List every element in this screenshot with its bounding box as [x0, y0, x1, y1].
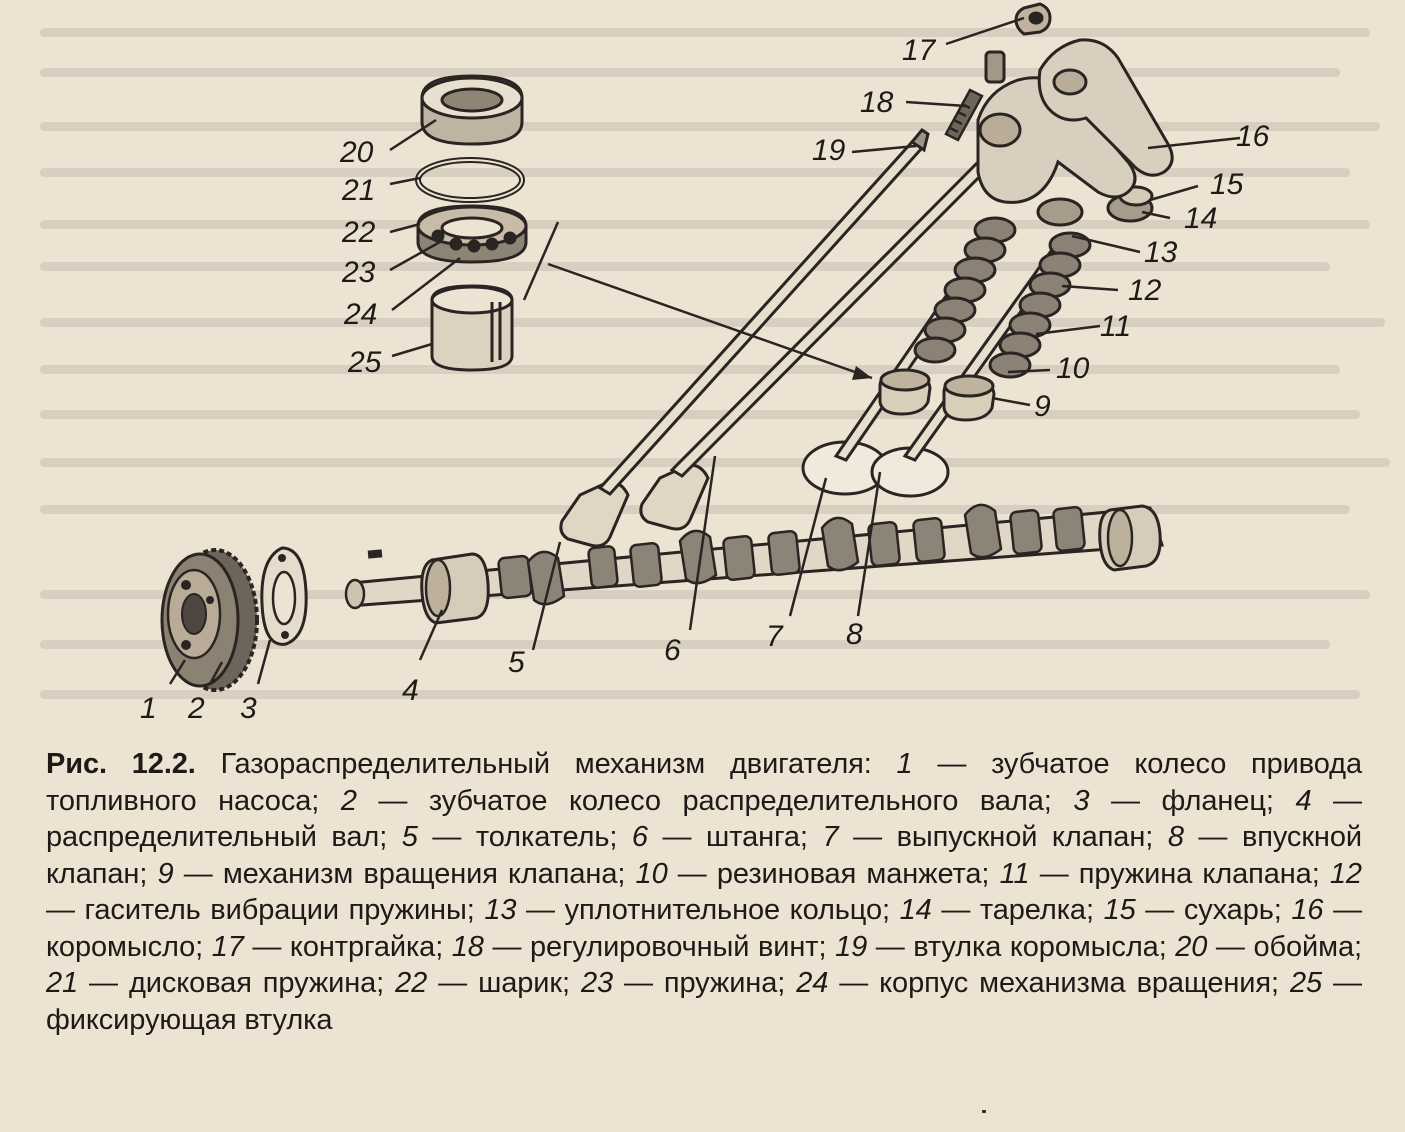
caption-entry-number: 7: [822, 821, 839, 853]
caption-entry-text: втулка коромысла: [913, 930, 1159, 963]
callout-4: 4: [402, 674, 419, 707]
caption-label: Рис. 12.2.: [46, 748, 196, 780]
caption-entry-text: дисковая пружина: [128, 967, 377, 999]
caption-entry-number: 5: [401, 821, 418, 853]
callout-3: 3: [240, 692, 257, 720]
caption-entry: 11 — пружина клапана;: [999, 857, 1320, 890]
caption-entry-text: толкатель: [475, 821, 610, 853]
caption-entry-number: 21: [46, 967, 79, 999]
caption-entry: 4 — распределительный вал;: [46, 784, 1362, 853]
callout-18: 18: [860, 86, 894, 119]
caption-entry-number: 12: [1329, 857, 1362, 890]
caption-entry: 15 — сухарь;: [1103, 894, 1282, 926]
caption-entry: 19 — втулка коромысла;: [835, 930, 1167, 963]
caption-entry-text: пружина: [663, 967, 778, 999]
caption-entry-number: 13: [484, 894, 517, 926]
callout-19: 19: [812, 134, 846, 167]
caption-title: Газораспределительный механизм двигателя:: [220, 748, 872, 780]
caption-entry: 23 — пружина;: [580, 967, 786, 999]
print-speck: [982, 1110, 986, 1113]
caption-entry-number: 1: [896, 748, 913, 780]
caption-entry-number: 11: [999, 857, 1030, 890]
caption-entry-text: выпускной клапан: [896, 821, 1146, 853]
caption-entry-text: уплотнительное кольцо: [564, 894, 883, 926]
spring-caps: [1038, 187, 1152, 225]
caption-entry: 22 — шарик;: [395, 967, 570, 999]
caption-entry-number: 16: [1291, 894, 1324, 926]
caption-entry-text: распределительный вал: [46, 821, 380, 853]
callout-11: 11: [1100, 310, 1132, 343]
caption-entry: 7 — выпускной клапан;: [822, 821, 1154, 853]
caption-entry: 5 — толкатель;: [401, 821, 618, 853]
caption-entry-text: коромысло: [46, 930, 196, 963]
caption-entry: 25 — фиксирующая втулка: [46, 967, 1362, 1036]
caption-entry: 2 — зубчатое колесо распределительного вала;: [340, 784, 1052, 817]
caption-entry-number: 15: [1103, 894, 1136, 926]
caption-entry: 18 — регулировочный винт;: [451, 930, 827, 963]
callout-13: 13: [1144, 236, 1178, 269]
caption-entry-text: штанга: [706, 821, 800, 853]
caption-entry-number: 24: [796, 967, 829, 999]
caption-entry-number: 17: [211, 930, 244, 963]
caption-entry-text: сухарь: [1183, 894, 1274, 926]
callout-8: 8: [846, 618, 863, 651]
callout-17: 17: [902, 34, 936, 67]
caption-entry: 16 — коромысло;: [46, 894, 1362, 963]
callout-5: 5: [508, 646, 525, 679]
caption-entry-text: регулировочный винт: [529, 930, 819, 963]
gear-assembly: [162, 550, 257, 690]
caption-entry-number: 4: [1295, 784, 1312, 817]
caption-entry-number: 19: [835, 930, 868, 963]
caption-entry: 13 — уплотнительное кольцо;: [484, 894, 890, 926]
caption-entry-text: впускной клапан: [46, 821, 1362, 890]
callout-2: 2: [188, 692, 205, 720]
callout-7: 7: [766, 620, 783, 653]
caption-entry-text: тарелка: [979, 894, 1086, 926]
caption-entry-number: 10: [635, 857, 668, 890]
caption-entry-text: зубчатое колесо распределительного вала: [428, 784, 1044, 817]
callout-12: 12: [1128, 274, 1162, 307]
callout-23: 23: [342, 256, 376, 289]
caption-entry-number: 20: [1175, 930, 1208, 963]
callout-20: 20: [340, 136, 374, 169]
caption-entry: 12 — гаситель вибрации пружины;: [46, 857, 1362, 926]
caption-entry-text: зубчатое колесо привода топливного насоса: [46, 748, 1362, 817]
caption-entry-number: 8: [1167, 821, 1184, 853]
caption-entry: 3 — фланец;: [1073, 784, 1274, 817]
callout-6: 6: [664, 634, 681, 667]
caption-entry: 8 — впускной клапан;: [46, 821, 1362, 890]
caption-entry-text: контргайка: [289, 930, 436, 963]
callout-24: 24: [344, 298, 378, 331]
callout-15: 15: [1210, 168, 1244, 201]
callout-10: 10: [1056, 352, 1090, 385]
caption-entry-number: 9: [157, 857, 174, 890]
caption-entry: 21 — дисковая пружина;: [46, 967, 385, 999]
caption-entry-text: резиновая манжета: [716, 857, 982, 890]
caption-entry: 17 — контргайка;: [211, 930, 444, 963]
caption-entry-text: гаситель вибрации пружины: [84, 894, 467, 926]
caption-entry-number: 14: [899, 894, 932, 926]
figure-caption: [46, 746, 1362, 1038]
caption-entry-number: 25: [1289, 967, 1323, 999]
caption-entry-number: 2: [340, 784, 357, 817]
caption-entry-number: 18: [451, 930, 484, 963]
caption-entry: 14 — тарелка;: [899, 894, 1094, 926]
caption-entry: 6 — штанга;: [631, 821, 808, 853]
caption-entry-text: фиксирующая втулка: [46, 1003, 333, 1036]
callout-25: 25: [348, 346, 382, 379]
caption-entry-text: обойма: [1253, 930, 1354, 963]
caption-entry: 10 — резиновая манжета;: [635, 857, 990, 890]
callout-22: 22: [342, 216, 376, 249]
callout-1: 1: [140, 692, 157, 720]
callout-16: 16: [1236, 120, 1270, 153]
caption-entry-text: шарик: [478, 967, 562, 999]
caption-entry-text: механизм вращения клапана: [222, 857, 618, 890]
callout-21: 21: [342, 174, 376, 207]
caption-entry-number: 23: [580, 967, 613, 999]
caption-entry: 9 — механизм вращения клапана;: [157, 857, 626, 890]
caption-entry: 1 — зубчатое колесо привода топливного насоса;: [46, 748, 1362, 817]
caption-entry: 24 — корпус механизма вращения;: [796, 967, 1279, 999]
caption-entry-number: 3: [1073, 784, 1090, 817]
caption-entry-number: 6: [631, 821, 648, 853]
callout-14: 14: [1184, 202, 1218, 235]
rocker-arms: [978, 40, 1172, 203]
flange: [262, 548, 306, 644]
callout-9: 9: [1034, 390, 1051, 423]
caption-entry-text: корпус механизма вращения: [879, 967, 1272, 999]
caption-entry-text: пружина клапана: [1078, 857, 1312, 890]
caption-entry-text: фланец: [1161, 784, 1266, 817]
caption-entry-number: 22: [395, 967, 428, 999]
caption-entry: 20 — обойма;: [1175, 930, 1362, 963]
camshaft: [346, 505, 1162, 623]
caption-legend: [46, 748, 1362, 1036]
